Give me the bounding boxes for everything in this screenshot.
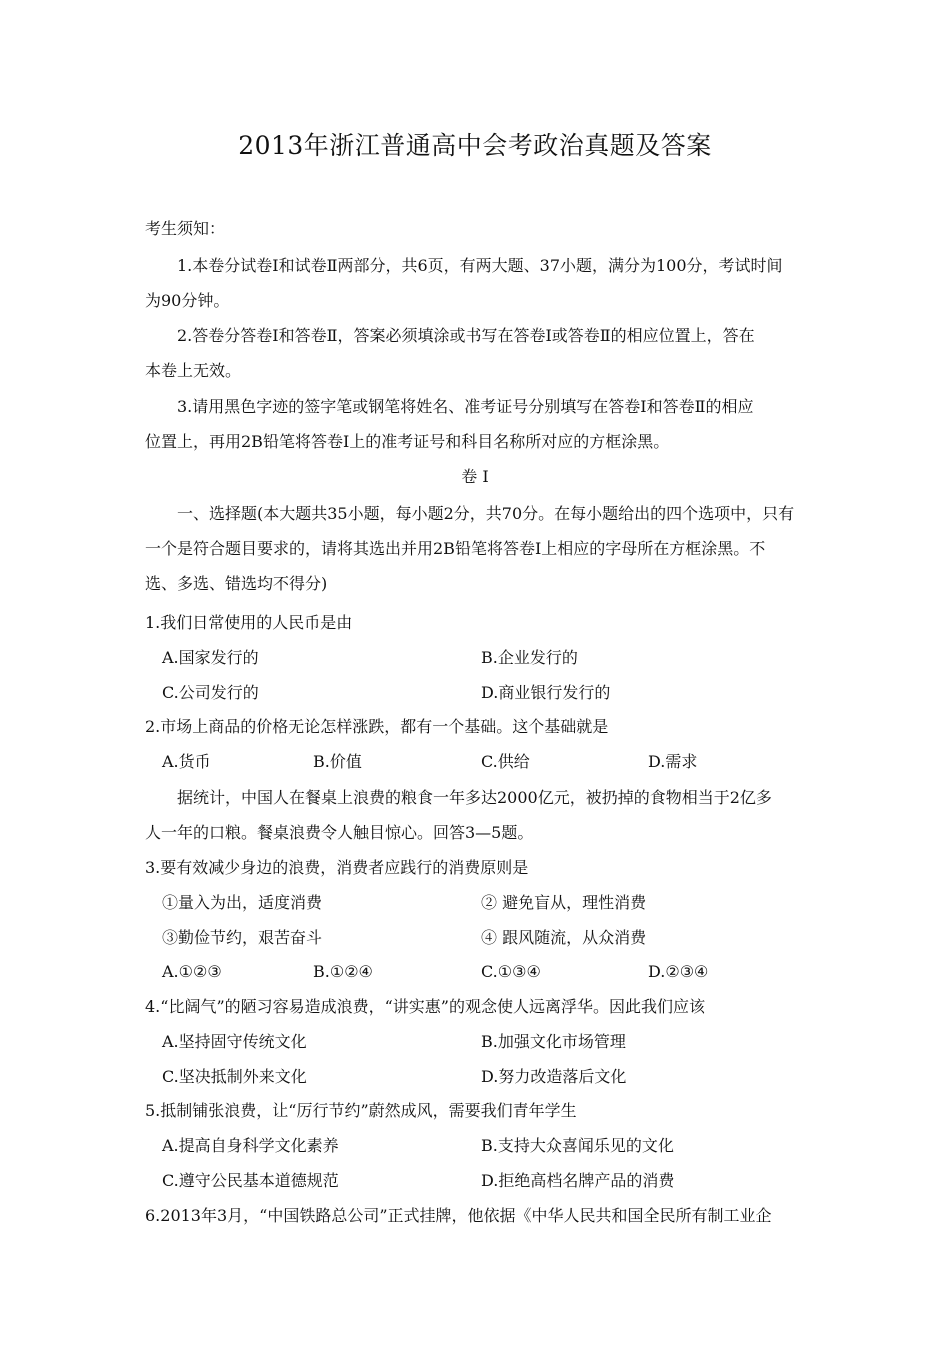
section-intro-line-1: 一、选择题(本大题共35小题，每小题2分，共70分。在每小题给出的四个选项中，只有 [177,504,795,523]
q2-option-b: B.价值 [313,752,362,771]
q3-item-2: ② 避免盲从，理性消费 [481,893,647,912]
notice-heading: 考生须知： [145,219,226,238]
q4-option-c: C.坚决抵制外来文化 [162,1067,307,1086]
page-title: 2013年浙江普通高中会考政治真题及答案 [238,131,712,160]
notice-2-line-2: 本卷上无效。 [145,361,242,380]
q4-option-a: A.坚持固守传统文化 [162,1032,307,1051]
q5-stem: 5.抵制铺张浪费，让“厉行节约”蔚然成风，需要我们青年学生 [145,1101,577,1120]
notice-1-line-2: 为90分钟。 [145,291,230,310]
material-line-2: 人一年的口粮。餐桌浪费令人触目惊心。回答3—5题。 [145,823,534,842]
q6-stem: 6.2013年3月，“中国铁路总公司”正式挂牌，他依据《中华人民共和国全民所有制工业企 [145,1206,772,1225]
q5-option-b: B.支持大众喜闻乐见的文化 [481,1136,674,1155]
q2-option-c: C.供给 [481,752,530,771]
q3-item-1: ①量入为出，适度消费 [162,893,323,912]
q4-stem: 4.“比阔气”的陋习容易造成浪费，“讲实惠”的观念使人远离浮华。因此我们应该 [145,997,705,1016]
material-line-1: 据统计，中国人在餐桌上浪费的粮食一年多达2000亿元，被扔掉的食物相当于2亿多 [177,788,772,807]
section-intro-line-2: 一个是符合题目要求的，请将其选出并用2B铅笔将答卷Ⅰ上相应的字母所在方框涂黑。不 [145,539,766,558]
q4-option-b: B.加强文化市场管理 [481,1032,626,1051]
section-title: 卷 Ⅰ [461,467,489,486]
q3-stem: 3.要有效减少身边的浪费，消费者应践行的消费原则是 [145,858,529,877]
q4-option-d: D.努力改造落后文化 [481,1067,627,1086]
notice-1-line-1: 1.本卷分试卷Ⅰ和试卷Ⅱ两部分，共6页，有两大题、37小题，满分为100分，考试时间 [177,256,783,275]
q3-item-4: ④ 跟风随流，从众消费 [481,928,647,947]
q1-option-d: D.商业银行发行的 [481,683,611,702]
q1-stem: 1.我们日常使用的人民币是由 [145,613,353,632]
q1-option-b: B.企业发行的 [481,648,578,667]
q5-option-d: D.拒绝高档名牌产品的消费 [481,1171,675,1190]
q1-option-c: C.公司发行的 [162,683,259,702]
q3-option-c: C.①③④ [481,962,541,981]
q2-stem: 2.市场上商品的价格无论怎样涨跌，都有一个基础。这个基础就是 [145,717,609,736]
q3-item-3: ③勤俭节约，艰苦奋斗 [162,928,323,947]
q5-option-a: A.提高自身科学文化素养 [162,1136,339,1155]
q3-option-a: A.①②③ [162,962,222,981]
notice-2-line-1: 2.答卷分答卷Ⅰ和答卷Ⅱ，答案必须填涂或书写在答卷Ⅰ或答卷Ⅱ的相应位置上，答在 [177,326,755,345]
section-intro-line-3: 选、多选、错选均不得分) [145,574,328,593]
q3-option-d: D.②③④ [648,962,709,981]
q5-option-c: C.遵守公民基本道德规范 [162,1171,339,1190]
notice-3-line-2: 位置上，再用2B铅笔将答卷Ⅰ上的准考证号和科目名称所对应的方框涂黑。 [145,432,670,451]
q1-option-a: A.国家发行的 [162,648,259,667]
q2-option-a: A.货币 [162,752,211,771]
q2-option-d: D.需求 [648,752,698,771]
q3-option-b: B.①②④ [313,962,373,981]
notice-3-line-1: 3.请用黑色字迹的签字笔或钢笔将姓名、准考证号分别填写在答卷Ⅰ和答卷Ⅱ的相应 [177,397,754,416]
